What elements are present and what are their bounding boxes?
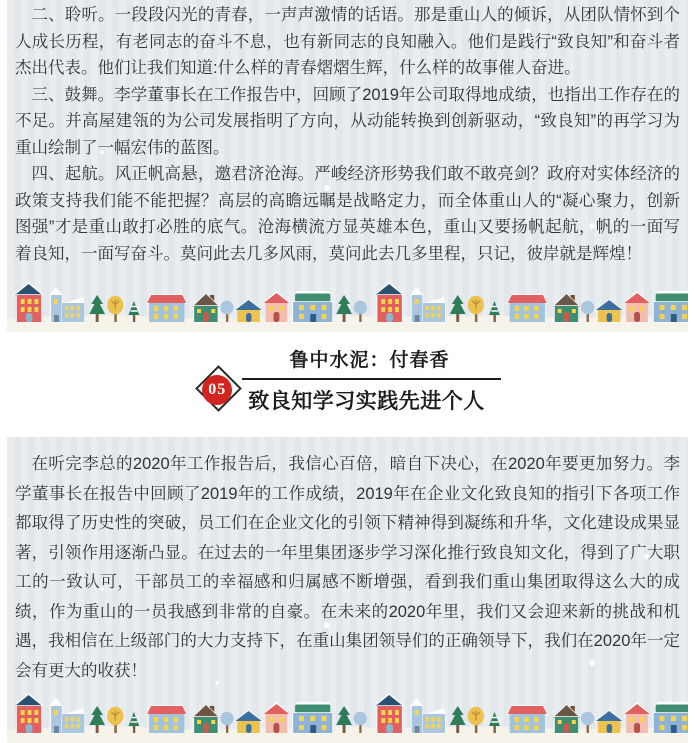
section-header — [0, 332, 695, 437]
section-number: 05 — [202, 375, 232, 405]
paragraph-inspire: 三、鼓舞。李学董事长在工作报告中，回顾了2019年公司取得地成绩，也指出工作存在的不足。并高屋建瓴的为公司发展指明了方向，从动能转换到创新驱动，“致良知”的再学习为重山绘制了一幅宏伟的蓝图。 — [15, 85, 680, 157]
section-number-badge — [194, 364, 240, 410]
testimonial-text-block — [7, 437, 688, 686]
section-header-text — [242, 345, 501, 415]
article-panel-testimonial — [7, 437, 688, 743]
village-illustration-bottom — [7, 693, 688, 743]
intro-text-block — [7, 0, 688, 267]
section-title: 致良知学习实践先进个人 — [242, 378, 501, 415]
paragraph-setsail: 四、起航。风正帆高悬，邀君济沧海。严峻经济形势我们敢不敢亮剑？政府对实体经济的政策支持我们能不能把握？高层的高瞻远瞩是战略定力，而全体重山人的“凝心聚力，创新图强”才是重山敢打必胜的底气。沧海横流方显英雄本色，重山又要扬帆起航，帆的一面写着良知，一面写奋斗。莫问此去几多风雨，莫问此去几多里程，只记，彼岸就是辉煌！ — [15, 165, 680, 263]
paragraph-testimonial: 在听完李总的2020年工作报告后，我信心百倍，暗自下决心，在2020年要更加努力。李学董事长在报告中回顾了2019年的工作成绩，2019年在企业文化致良知的指引下各项工作都取得了历史性的突破，员工们在企业文化的引领下精神得到凝练和升华，文化建设成果显著，引领作用逐渐凸显。在过去的一年里集团逐步学习深化推行致良知文化，得到了广大职工的一致认可，干部员工的幸福感和归属感不断增强，看到我们重山集团取得这么大的成绩，作为重山的一员我感到非常的自豪。在未来的2020年里，我们又会迎来新的挑战和机遇，我相信在上级部门的大力支持下，在重山集团领导们的正确领导下，我们在2020年一定会有更大的收获！ — [15, 455, 680, 680]
section-organization: 鲁中水泥：付春香 — [289, 349, 450, 371]
paragraph-listen: 二、聆听。一段段闪光的青春，一声声激情的话语。那是重山人的倾诉，从团队情怀到个人成长历程，有老同志的奋斗不息，也有新同志的良知融入。他们是践行“致良知”和奋斗者杰出代表。他们让我们知道:什么样的青春熠熠生辉，什么样的故事催人奋进。 — [15, 6, 680, 77]
article-panel-intro — [7, 0, 688, 332]
village-illustration-top — [7, 282, 688, 332]
